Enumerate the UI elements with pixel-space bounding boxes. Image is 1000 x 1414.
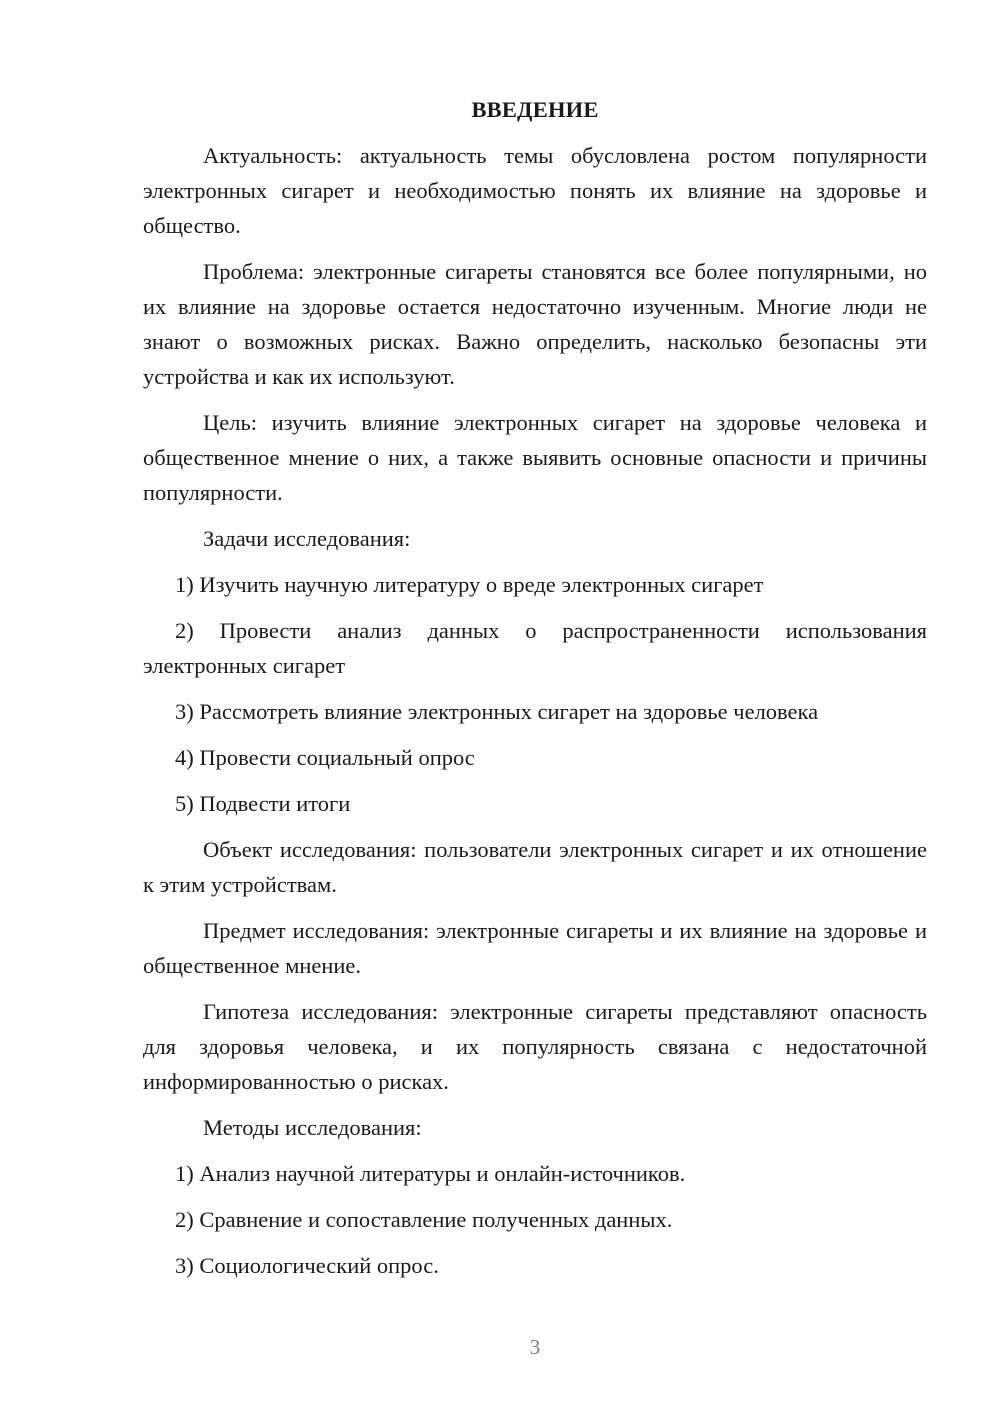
relevance-paragraph: Актуальность: актуальность темы обусловлена ростом популярности электронных сигарет и необходимостью понять их влияние на здоровье и общество. xyxy=(143,143,927,238)
page-title: ВВЕДЕНИЕ xyxy=(471,97,599,122)
task-item-5: 5) Подвести итоги xyxy=(175,791,351,816)
methods-title: Методы исследования: xyxy=(203,1115,422,1140)
task-item-4: 4) Провести социальный опрос xyxy=(175,745,475,770)
task-item-3: 3) Рассмотреть влияние электронных сигарет на здоровье человека xyxy=(175,699,819,724)
task-item-2: 2) Провести анализ данных о распространенности использования электронных сигарет xyxy=(143,618,927,678)
method-item-1: 1) Анализ научной литературы и онлайн-источников. xyxy=(175,1161,686,1186)
page-content xyxy=(143,92,927,1283)
object-paragraph: Объект исследования: пользователи электронных сигарет и их отношение к этим устройствам. xyxy=(143,837,927,897)
method-item-2: 2) Сравнение и сопоставление полученных данных. xyxy=(175,1207,673,1232)
hypothesis-paragraph: Гипотеза исследования: электронные сигареты представляют опасность для здоровья человека, и их популярность связана с недостаточной информированностью о рисках. xyxy=(143,999,927,1094)
page-number: 3 xyxy=(529,1335,541,1359)
subject-paragraph: Предмет исследования: электронные сигареты и их влияние на здоровье и общественное мнение. xyxy=(143,918,927,978)
tasks-title: Задачи исследования: xyxy=(203,526,411,551)
task-item-1: 1) Изучить научную литературу о вреде электронных сигарет xyxy=(175,572,764,597)
method-item-3: 3) Социологический опрос. xyxy=(175,1253,439,1278)
problem-paragraph: Проблема: электронные сигареты становятся все более популярными, но их влияние на здоровье остается недостаточно изученным. Многие люди не знают о возможных рисках. Важно определить, насколько безопасны эти устройства и как их используют. xyxy=(143,259,927,389)
goal-paragraph: Цель: изучить влияние электронных сигарет на здоровье человека и общественное мнение о них, а также выявить основные опасности и причины популярности. xyxy=(143,410,927,505)
